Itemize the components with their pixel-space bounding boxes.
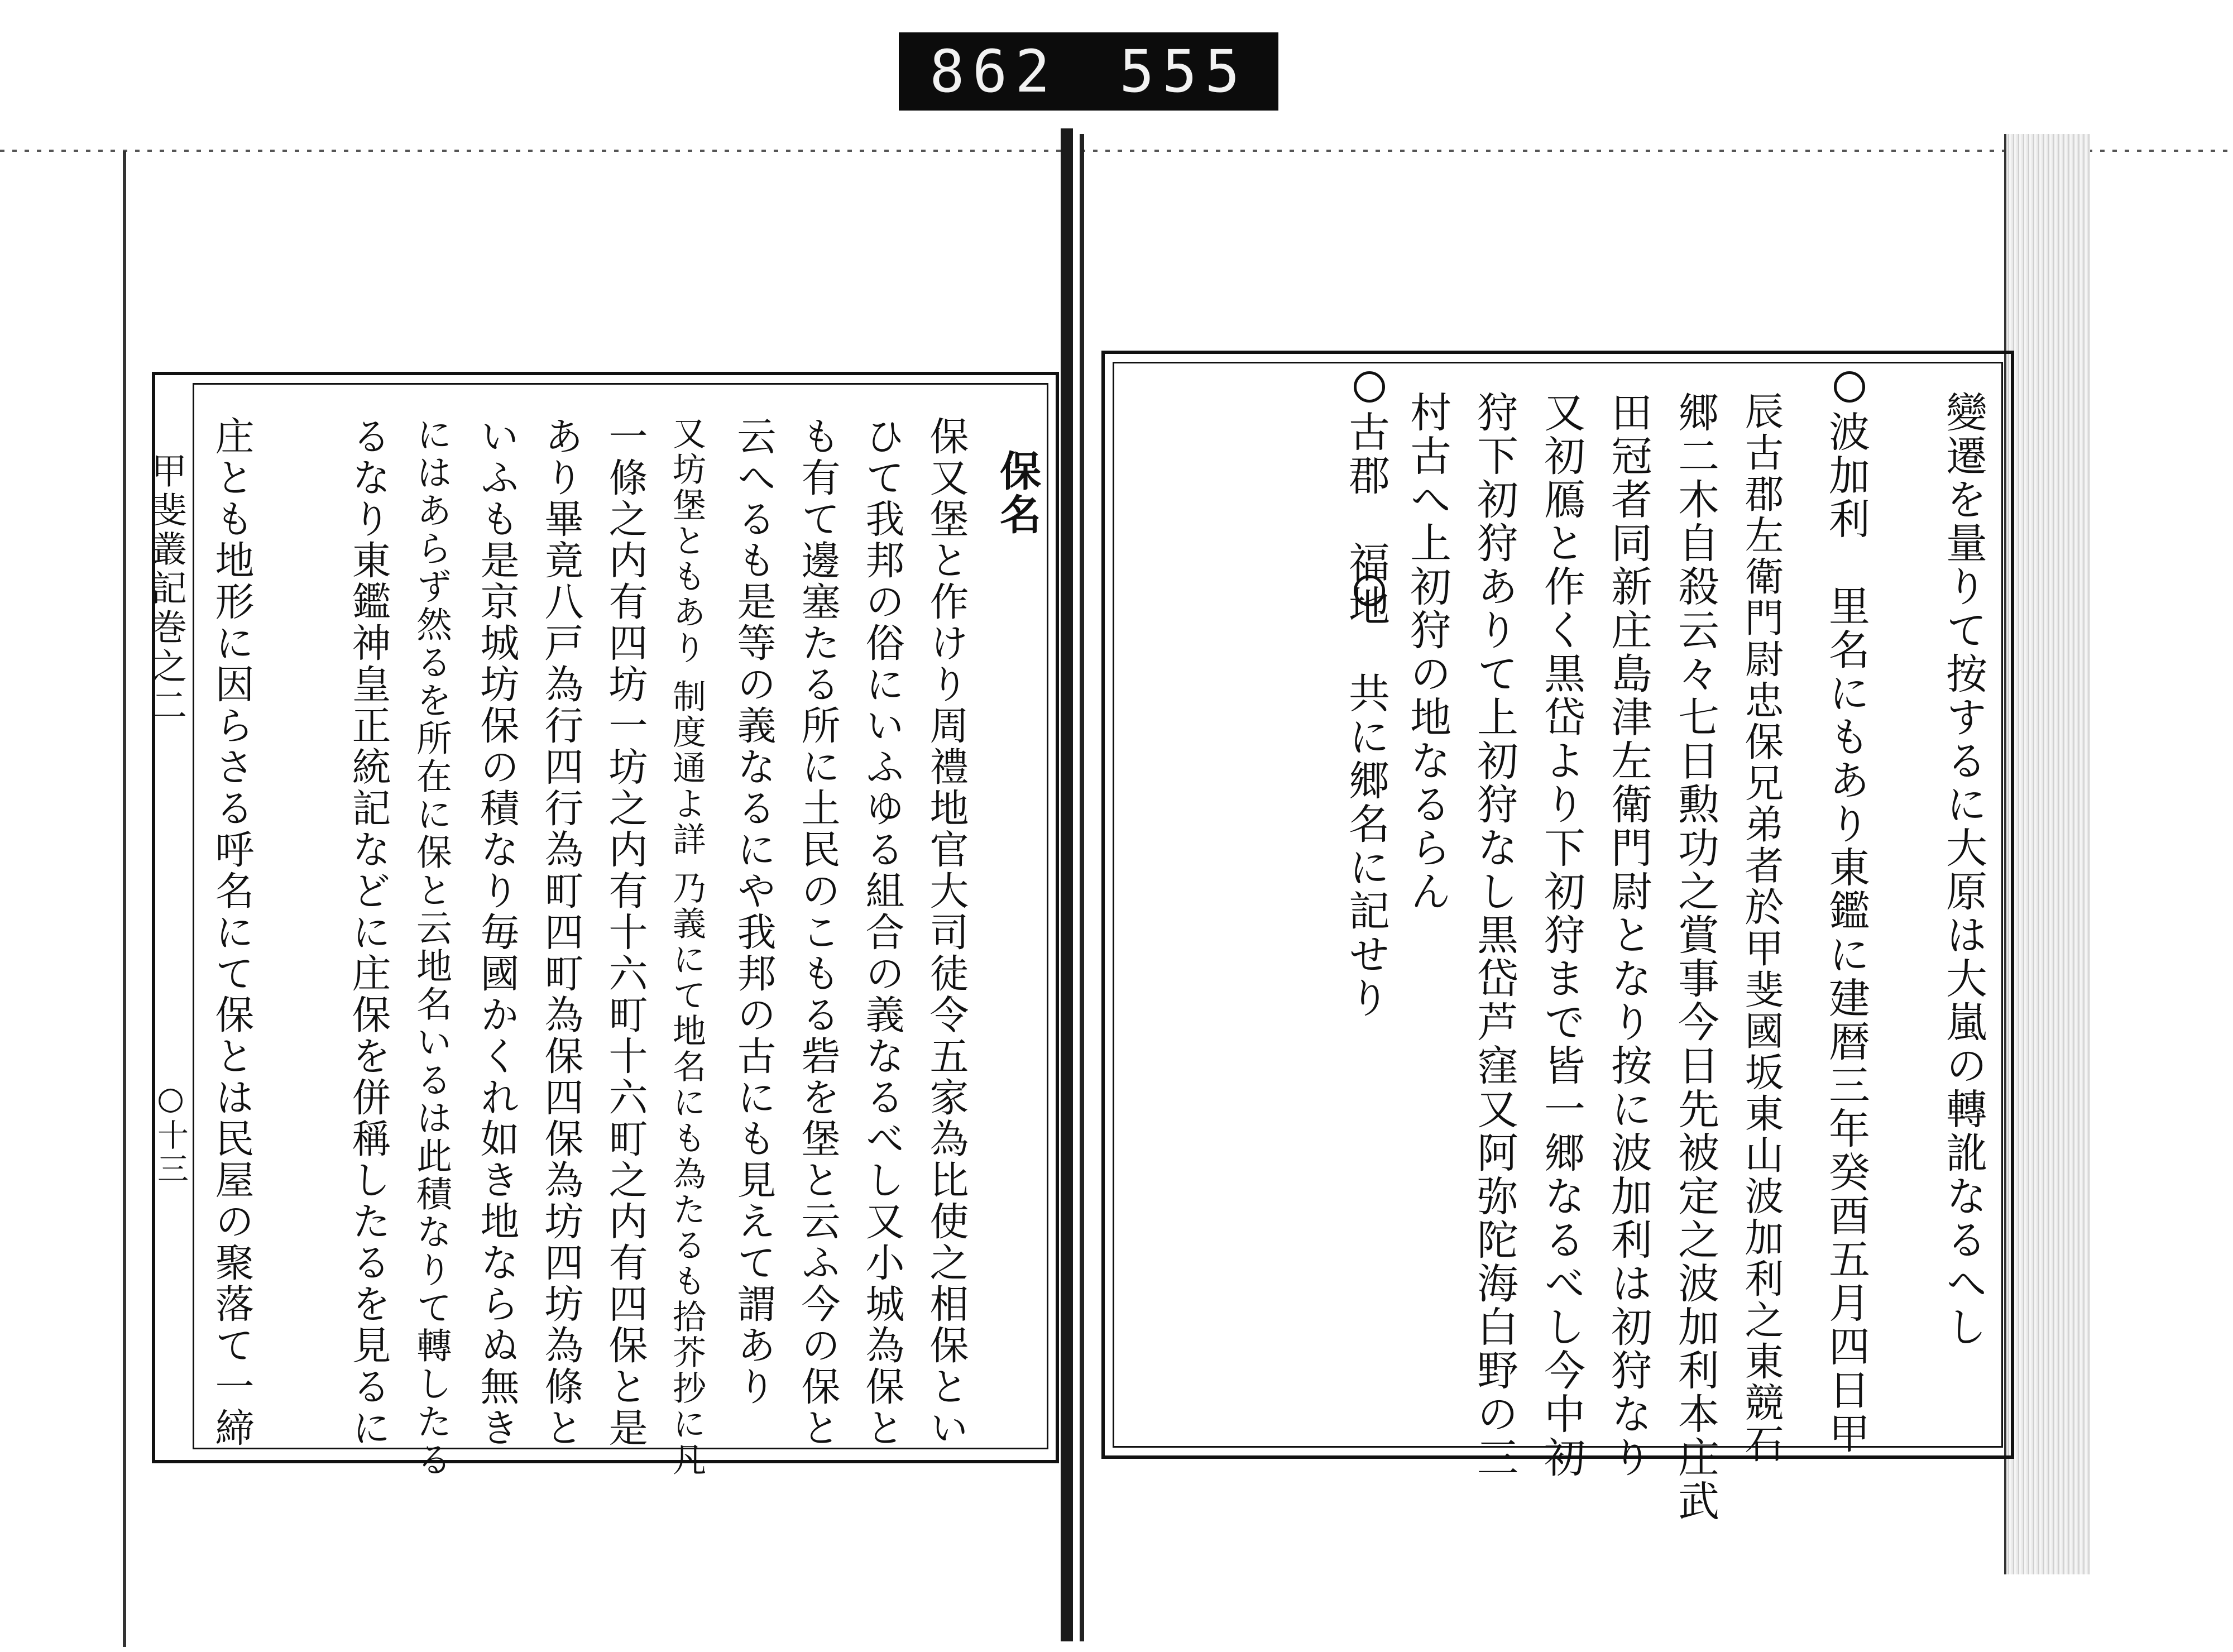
right-column-7: 狩下初狩ありて上初狩なし黒岱芦窪又阿弥陀海白野の三 — [1470, 391, 1518, 1479]
right-column-5: 田冠者同新庄島津左衛門尉となり按に波加利は初狩なり — [1604, 391, 1652, 1479]
book-gutter-right — [1080, 134, 1084, 1641]
book-edge-left — [123, 151, 126, 1647]
entry-marker-hakari — [1834, 371, 1865, 403]
scan-line — [0, 150, 2233, 152]
right-column-8: 村古へ上初狩の地なるらん — [1403, 391, 1451, 913]
left-column-8: いふも是京城坊保の積なり毎國かくれ如き地ならぬ無き — [474, 416, 520, 1449]
left-column-3: も有て邊塞たる所に土民のこもる砦を堡と云ふ今の保と — [795, 416, 841, 1449]
right-column-4: 郷二木自殺云々七日勲功之賞事今日先被定之波加利本庄武 — [1671, 391, 1719, 1523]
left-column-7: あり畢竟八戸為行四行為町四町為保四保為坊四坊為條と — [538, 416, 584, 1449]
left-column-6: 一條之内有四坊一坊之内有十六町十六町之内有四保と是 — [602, 416, 648, 1449]
right-column-6: 又初鴈と作く黒岱より下初狩まで皆一郷なるべし今中初 — [1537, 391, 1585, 1479]
entry-marker-furukori — [1354, 371, 1385, 403]
left-column-5: 又坊堡ともあり 制度通よ詳 乃義にて地名にも為たるも拾芥抄に凡 — [667, 416, 706, 1478]
book-fore-edge — [2004, 134, 2090, 1574]
right-column-1: 變遷を量りて按するに大原は大嵐の轉訛なるへし — [1939, 391, 1987, 1349]
right-column-2: 波加利 里名にもあり東鑑に建暦三年癸酉五月四日甲 — [1822, 410, 1870, 1455]
section-heading-hona: 保名 — [993, 449, 1041, 537]
right-column-3: 辰古郡左衛門尉忠保兄弟者於甲斐國坂東山波加利之東競石 — [1738, 391, 1784, 1465]
reel-number-left: 862 — [929, 37, 1058, 106]
left-column-2: ひて我邦の俗にいふゆる組合の義なるべし又小城為保と — [859, 416, 905, 1449]
left-column-4: 云へるも是等の義なるにや我邦の古にも見えて謂あり — [731, 416, 777, 1407]
left-column-10: るなり東鑑神皇正統記などに庄保を併稱したるを見るに — [346, 416, 391, 1449]
right-column-9: 古郡 福地 共に郷名に記せり — [1342, 410, 1390, 1020]
book-gutter — [1061, 128, 1073, 1641]
left-column-1: 保又堡と作けり周禮地官大司徒令五家為比使之相保とい — [923, 416, 969, 1449]
left-column-11: 庄とも地形に因らさる呼名にて保とは民屋の聚落て一締 — [209, 416, 255, 1449]
reel-label — [899, 32, 1278, 111]
left-column-9: にはあらず然るを所在に保と云地名いるは此積なりて轉したる — [410, 416, 452, 1479]
reel-number-right: 555 — [1119, 37, 1248, 106]
running-title: 甲斐叢記巻之二 — [145, 452, 186, 726]
page-number: ○十三 — [152, 1080, 189, 1186]
